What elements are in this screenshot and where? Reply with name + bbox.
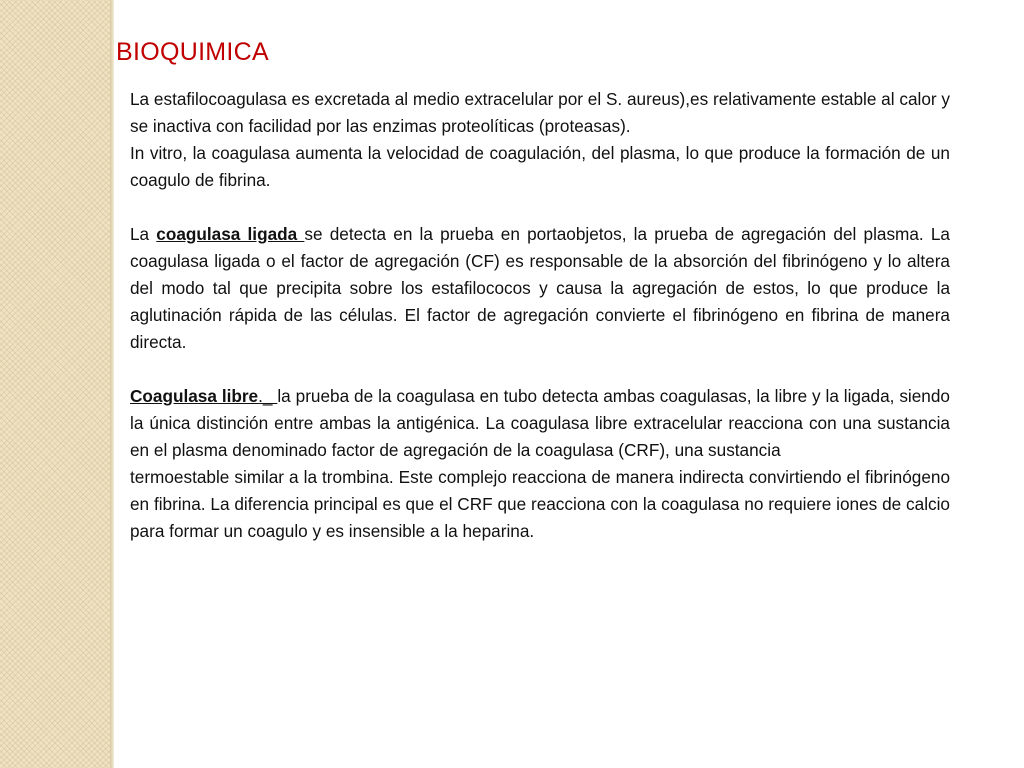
paragraph-spacer [130, 194, 950, 221]
paragraph-3 [130, 221, 950, 356]
decorative-side-strip [0, 0, 110, 768]
paragraph-5: termoestable similar a la trombina. Este complejo reacciona de manera indirecta convirtiendo el fibrinógeno en fibrina. La diferencia principal es que el CRF que reacciona con la coagulasa no requiere iones de calcio para formar un coagulo y es insensible a la heparina. [130, 467, 950, 541]
term-coagulasa-ligada: coagulasa ligada [156, 224, 305, 244]
paragraph-4-separator: ._ [258, 386, 278, 406]
slide-title: BIOQUIMICA [116, 38, 270, 66]
paragraph-2: In vitro, la coagulasa aumenta la velocidad de coagulación, del plasma, lo que produce la formación de un coagulo de fibrina. [130, 143, 950, 190]
paragraph-3-rest: se detecta en la prueba en portaobjetos, la prueba de agregación del plasma. La coagulasa ligada o el factor de agregación (CF) es responsable de la absorción del fibrinógeno y lo altera del modo tal que precipita sobre los estafilococos y causa la agregación de estos, lo que produce la aglutinación rápida de las células. El factor de agregación convierte el fibrinógeno en fibrina de manera directa. [130, 224, 950, 352]
term-coagulasa-libre: Coagulasa libre [130, 386, 259, 406]
paragraph-3-lead: La [130, 224, 157, 244]
paragraph-spacer [130, 356, 950, 383]
paragraph-4-rest: la prueba de la coagulasa en tubo detecta ambas coagulasas, la libre y la ligada, siendo la única distinción entre ambas la antigénica. La coagulasa libre extracelular reacciona con una sustancia en el plasma denominado factor de agregación de la coagulasa (CRF), una sustancia [130, 386, 950, 460]
slide-body [130, 86, 950, 545]
paragraph-4 [130, 383, 950, 464]
strip-edge-divider [110, 0, 114, 768]
paragraph-1: La estafilocoagulasa es excretada al medio extracelular por el S. aureus),es relativamente estable al calor y se inactiva con facilidad por las enzimas proteolíticas (proteasas). [130, 89, 950, 136]
